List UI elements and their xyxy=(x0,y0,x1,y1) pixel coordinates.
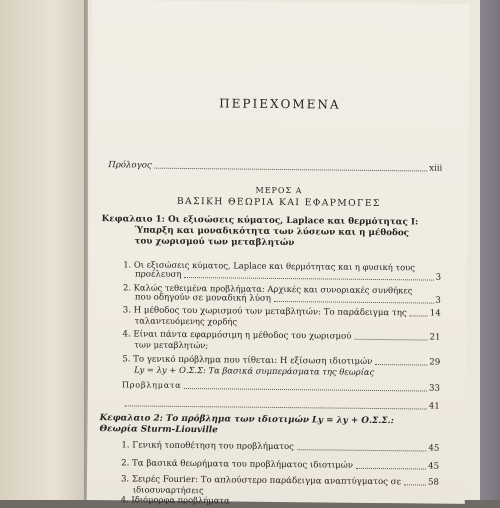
leader-dots xyxy=(185,277,434,281)
entry-line: ταλαντευόμενης χορδής xyxy=(134,315,238,327)
leader-dots xyxy=(356,468,426,470)
entry-line: προέλευση xyxy=(135,269,182,280)
toc-entry-problems xyxy=(122,380,440,393)
toc-entry-prologue xyxy=(108,160,442,173)
entry-page: 3 xyxy=(435,295,441,306)
chapter-2-line-1: Κεφαλαιο 2: Το πρόβλημα των ιδιοτιμών Ly = λy + Ο.Σ.Σ.: xyxy=(99,413,394,427)
toc-entry-2-1 xyxy=(121,440,439,453)
entry-line: 4. Είναι πάντα εφαρμόσιμη η μέθοδος του χωρισμού xyxy=(122,329,352,342)
entry-page: 58 xyxy=(427,477,440,488)
entry-line: 2. Τα βασικά θεωρήματα του προβλήματος ιδιοτιμών xyxy=(121,458,354,471)
entry-line: 1. Γενική τοποθέτηση του προβλήματος xyxy=(121,440,295,453)
toc-entry-1-3-cont xyxy=(135,315,425,329)
entry-page: 41 xyxy=(428,401,440,412)
entry-line: Ly = λy + Ο.Σ.Σ: Τα βασικά συμπεράσματα της θεωρίας xyxy=(134,364,375,377)
leader-dots xyxy=(410,315,428,316)
leader-dots xyxy=(274,301,433,304)
leader-dots xyxy=(404,484,426,485)
entry-line: των μεταβλητών; xyxy=(134,339,209,351)
entry-page: 3 xyxy=(435,272,442,283)
toc-entry-1-1-page xyxy=(135,269,441,282)
part-label: ΜΕΡΟΣ Α xyxy=(255,185,303,196)
leader-dots xyxy=(354,339,427,341)
toc-entry-2-4 xyxy=(121,494,411,508)
entry-line: 2. Καλώς τεθειμένα προβλήματα: Αρχικές και συνοριακές συνθήκες xyxy=(122,282,413,296)
entry-page: 29 xyxy=(429,357,441,368)
chapter-1-line-2: Ύπαρξη και μοναδικότητα των λύσεων και η μέθοδος xyxy=(134,225,410,239)
chapter-2-heading xyxy=(99,413,439,439)
toc-entry-1-2-page xyxy=(135,292,441,305)
page-title: ΠΕΡΙΕΧΟΜΕΝΑ xyxy=(219,96,341,112)
part-title: ΒΑΣΙΚΗ ΘΕΩΡΙΑ ΚΑΙ ΕΦΑΡΜΟΓΕΣ xyxy=(176,195,381,210)
leader-dots xyxy=(297,449,426,451)
entry-page: 45 xyxy=(428,443,440,454)
chapter-2-line-2: Θεωρία Sturm-Liouville xyxy=(99,424,218,436)
chapter-1-line-3: του χωρισμού των μεταβλητών xyxy=(134,236,295,249)
toc-entry-1-4-cont xyxy=(134,339,424,353)
entry-line: 1. Οι εξισώσεις κύματος, Laplace και θερμότητας και η φυσική τους xyxy=(123,259,415,273)
leader-dots xyxy=(184,388,427,392)
entry-line: 3. Σειρές Fourier: Το απλούστερο παράδειγμα αναπτύγματος σε xyxy=(120,474,402,488)
toc-page xyxy=(87,0,470,504)
entry-page: 14 xyxy=(429,308,441,319)
entry-line: που οδηγούν σε μοναδική λύση xyxy=(134,292,272,304)
leader-dots xyxy=(125,405,427,409)
chapter-1-heading xyxy=(101,214,431,250)
leader-dots xyxy=(375,364,427,366)
entry-line: ιδιοσυναρτήσεις xyxy=(132,484,204,496)
entry-line: 3. Η μέθοδος του χωρισμού των μεταβλητών: Το παράδειγμα της xyxy=(122,305,407,319)
entry-line: 4. Ιδιόμορφα προβλήματα xyxy=(120,494,230,506)
toc-entry-extra xyxy=(122,398,440,411)
entry-label: Πρόλογος xyxy=(108,160,152,171)
previous-page-edge xyxy=(0,0,90,500)
leader-dots xyxy=(155,168,427,172)
entry-line: 5. Το γενικό πρόβλημα που τίθεται: Η εξίσωση ιδιοτιμών xyxy=(122,354,373,367)
entry-page: 21 xyxy=(429,332,441,343)
entry-page: xiii xyxy=(429,163,443,174)
entry-page: 45 xyxy=(428,461,440,472)
chapter-1-line-1: Κεφαλαιο 1: Οι εξισώσεις κύματος, Laplace και θερμότητας Ι: xyxy=(101,214,419,228)
entry-label: Προβληματα xyxy=(121,380,182,390)
entry-page: 33 xyxy=(428,383,441,394)
toc-entry-1-5-cont xyxy=(134,364,424,378)
toc-entry-2-2 xyxy=(121,458,439,471)
